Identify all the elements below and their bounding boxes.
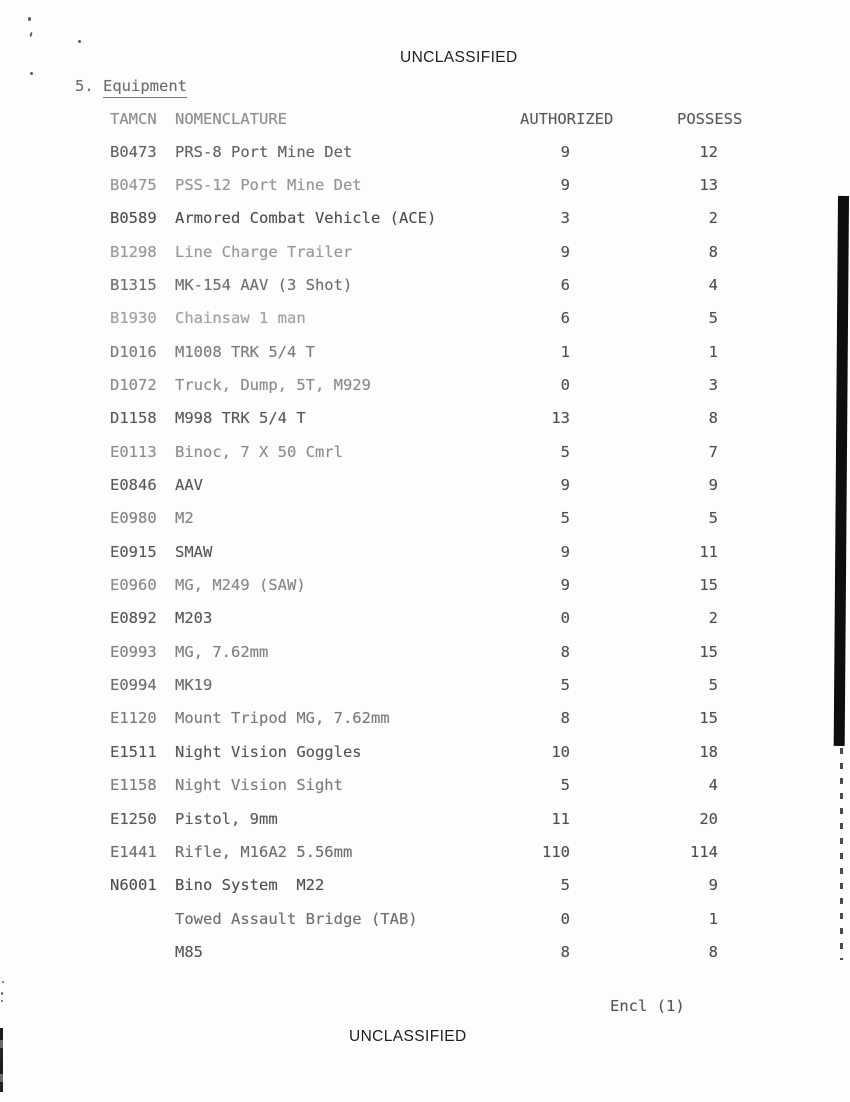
- authorized-cell: 9: [560, 542, 570, 561]
- tamcn-cell: E1441: [110, 842, 157, 861]
- nomenclature-cell: PRS-8 Port Mine Det: [175, 142, 353, 161]
- scan-speck: [1, 1000, 3, 1002]
- nomenclature-cell: M1008 TRK 5/4 T: [175, 342, 315, 361]
- table-row: [110, 909, 790, 930]
- possess-cell: 1: [708, 342, 718, 361]
- equipment-table: [110, 0, 790, 1000]
- tamcn-cell: B0475: [110, 175, 157, 194]
- table-row: [110, 942, 790, 963]
- column-header-possess: POSSESS: [677, 110, 743, 128]
- scan-speck: [29, 32, 32, 37]
- enclosure-label: Encl (1): [610, 997, 685, 1015]
- nomenclature-cell: Chainsaw 1 man: [175, 309, 306, 328]
- tamcn-cell: E1158: [110, 776, 157, 795]
- possess-cell: 5: [708, 309, 718, 328]
- possess-cell: 12: [699, 142, 718, 161]
- nomenclature-cell: Line Charge Trailer: [175, 242, 353, 261]
- authorized-cell: 5: [560, 876, 570, 895]
- authorized-cell: 8: [560, 642, 570, 661]
- table-row: [110, 642, 790, 663]
- tamcn-cell: E0994: [110, 676, 157, 695]
- authorized-cell: 5: [560, 509, 570, 528]
- authorized-cell: 5: [560, 676, 570, 695]
- table-row: [110, 742, 790, 763]
- scan-artifact-bar: [834, 196, 849, 746]
- authorized-cell: 110: [542, 842, 570, 861]
- nomenclature-cell: SMAW: [175, 542, 213, 561]
- nomenclature-cell: PSS-12 Port Mine Det: [175, 175, 362, 194]
- column-header-tamcn: TAMCN: [110, 110, 157, 128]
- classification-footer: UNCLASSIFIED: [349, 1028, 467, 1045]
- table-row: [110, 275, 790, 296]
- tamcn-cell: N6001: [110, 876, 157, 895]
- nomenclature-cell: Night Vision Sight: [175, 776, 343, 795]
- authorized-cell: 9: [560, 175, 570, 194]
- scan-speck: [28, 17, 31, 21]
- nomenclature-cell: Binoc, 7 X 50 Cmrl: [175, 442, 343, 461]
- tamcn-cell: E0113: [110, 442, 157, 461]
- possess-cell: 7: [708, 442, 718, 461]
- possess-cell: 15: [699, 709, 718, 728]
- table-row: [110, 342, 790, 363]
- nomenclature-cell: Pistol, 9mm: [175, 809, 278, 828]
- possess-cell: 20: [699, 809, 718, 828]
- table-row: [110, 478, 790, 496]
- tamcn-cell: E0915: [110, 542, 157, 561]
- tamcn-cell: E1120: [110, 709, 157, 728]
- tamcn-cell: E0892: [110, 609, 157, 628]
- tamcn-cell: D1016: [110, 342, 157, 361]
- tamcn-cell: E1511: [110, 742, 157, 761]
- nomenclature-cell: M2: [175, 509, 194, 528]
- table-row: [110, 678, 790, 696]
- authorized-cell: 3: [560, 209, 570, 228]
- authorized-cell: 9: [560, 242, 570, 261]
- tamcn-cell: D1158: [110, 409, 157, 428]
- authorized-cell: 8: [560, 942, 570, 961]
- section-title: Equipment: [103, 77, 187, 98]
- possess-cell: 8: [708, 409, 718, 428]
- table-row: [110, 611, 790, 629]
- table-row: [110, 711, 790, 729]
- nomenclature-cell: MG, 7.62mm: [175, 642, 269, 661]
- possess-cell: 4: [708, 275, 718, 294]
- authorized-cell: 6: [560, 275, 570, 294]
- classification-header: UNCLASSIFIED: [400, 49, 518, 66]
- table-row: [110, 375, 790, 396]
- possess-cell: 2: [708, 609, 718, 628]
- tamcn-cell: E0980: [110, 509, 157, 528]
- possess-cell: 1: [708, 909, 718, 928]
- possess-cell: 8: [708, 242, 718, 261]
- authorized-cell: 6: [560, 309, 570, 328]
- column-header-authorized: AUTHORIZED: [520, 110, 614, 128]
- table-row: [110, 542, 790, 563]
- tamcn-cell: E0960: [110, 576, 157, 595]
- table-row: [110, 242, 790, 263]
- tamcn-cell: B1298: [110, 242, 157, 261]
- nomenclature-cell: AAV: [175, 476, 203, 494]
- scan-speck: [78, 40, 81, 43]
- possess-cell: 4: [708, 776, 718, 795]
- possess-cell: 5: [708, 676, 718, 695]
- possess-cell: 5: [708, 509, 718, 528]
- tamcn-cell: B1930: [110, 309, 157, 328]
- table-row: [110, 511, 790, 529]
- table-row: [110, 809, 790, 830]
- scan-artifact-left-edge: [0, 1028, 3, 1092]
- possess-cell: 15: [699, 642, 718, 661]
- possess-cell: 114: [690, 842, 718, 861]
- table-row: [110, 442, 790, 463]
- possess-cell: 18: [699, 742, 718, 761]
- nomenclature-cell: MK19: [175, 676, 213, 695]
- authorized-cell: 9: [560, 476, 570, 494]
- nomenclature-cell: Bino System M22: [175, 876, 325, 895]
- nomenclature-cell: MK-154 AAV (3 Shot): [175, 275, 353, 294]
- nomenclature-cell: Towed Assault Bridge (TAB): [175, 909, 418, 928]
- authorized-cell: 0: [560, 375, 570, 394]
- tamcn-cell: B0473: [110, 142, 157, 161]
- table-row: [110, 578, 790, 596]
- tamcn-cell: E1250: [110, 809, 157, 828]
- possess-cell: 3: [708, 375, 718, 394]
- section-number: 5.: [75, 77, 94, 95]
- authorized-cell: 13: [551, 409, 570, 428]
- nomenclature-cell: Rifle, M16A2 5.56mm: [175, 842, 353, 861]
- table-row: [110, 842, 790, 863]
- tamcn-cell: D1072: [110, 375, 157, 394]
- table-row: [110, 142, 790, 163]
- authorized-cell: 1: [560, 342, 570, 361]
- authorized-cell: 0: [560, 609, 570, 628]
- nomenclature-cell: Truck, Dump, 5T, M929: [175, 375, 371, 394]
- nomenclature-cell: Mount Tripod MG, 7.62mm: [175, 709, 390, 728]
- nomenclature-cell: M203: [175, 609, 213, 628]
- scan-speck: [30, 72, 33, 75]
- authorized-cell: 0: [560, 909, 570, 928]
- scan-speck: [1, 992, 3, 995]
- tamcn-cell: E0993: [110, 642, 157, 661]
- possess-cell: 2: [708, 209, 718, 228]
- possess-cell: 9: [708, 476, 718, 494]
- nomenclature-cell: Armored Combat Vehicle (ACE): [175, 209, 437, 228]
- possess-cell: 13: [699, 175, 718, 194]
- authorized-cell: 8: [560, 709, 570, 728]
- authorized-cell: 9: [560, 142, 570, 161]
- tamcn-cell: B0589: [110, 209, 157, 228]
- table-row: [110, 411, 790, 429]
- authorized-cell: 5: [560, 776, 570, 795]
- scan-artifact-dashed-line: [840, 748, 843, 960]
- authorized-cell: 9: [560, 576, 570, 595]
- nomenclature-cell: Night Vision Goggles: [175, 742, 362, 761]
- table-row: [110, 878, 790, 896]
- possess-cell: 9: [708, 876, 718, 895]
- column-header-nomenclature: NOMENCLATURE: [175, 110, 287, 128]
- table-row: [110, 778, 790, 796]
- tamcn-cell: E0846: [110, 476, 157, 494]
- nomenclature-cell: M998 TRK 5/4 T: [175, 409, 306, 428]
- scan-speck: [2, 981, 4, 983]
- table-row: [110, 175, 790, 196]
- table-row: [110, 311, 790, 329]
- authorized-cell: 5: [560, 442, 570, 461]
- possess-cell: 11: [699, 542, 718, 561]
- nomenclature-cell: M85: [175, 942, 203, 961]
- authorized-cell: 10: [551, 742, 570, 761]
- authorized-cell: 11: [551, 809, 570, 828]
- table-row: [110, 211, 790, 229]
- nomenclature-cell: MG, M249 (SAW): [175, 576, 306, 595]
- possess-cell: 8: [708, 942, 718, 961]
- possess-cell: 15: [699, 576, 718, 595]
- tamcn-cell: B1315: [110, 275, 157, 294]
